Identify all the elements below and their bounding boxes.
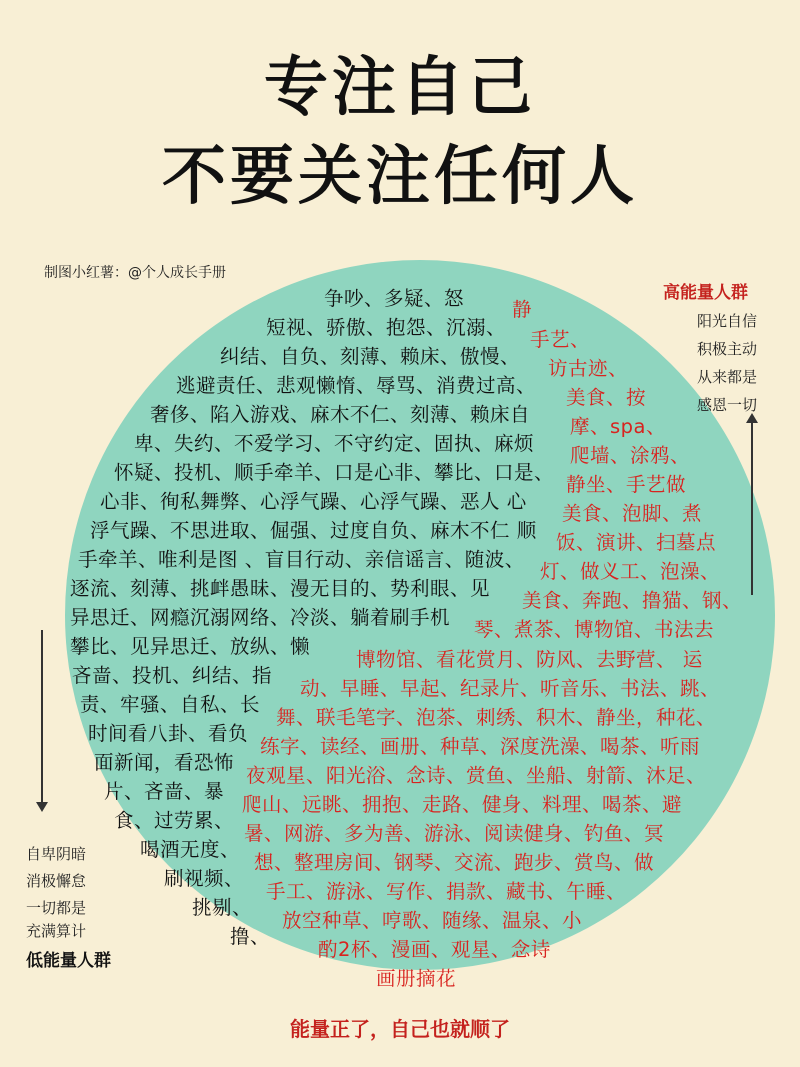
high-energy-trait: 感恩一切 (697, 396, 758, 414)
positive-word-line: 放空种草、哼歌、随缘、温泉、小 (282, 909, 583, 932)
positive-word-line: 静 (512, 298, 533, 321)
negative-word-line: 异思迁、网瘾沉溺网络、冷淡、躺着刷手机 (70, 606, 451, 629)
high-energy-trait: 阳光自信 (697, 312, 758, 330)
negative-word-line: 片、吝啬、暴 (104, 780, 225, 803)
negative-word-line: 攀比、见异思迁、放纵、懒 (70, 635, 311, 658)
negative-word-line: 短视、骄傲、抱怨、沉溺、 (266, 316, 507, 339)
arrow-up-icon (751, 415, 753, 595)
negative-word-line: 浮气躁、不思进取、倔强、过度自负、麻木不仁 顺 (90, 519, 537, 542)
positive-word-line: 想、整理房间、钢琴、交流、跑步、赏鸟、做 (254, 851, 655, 874)
high-energy-title: 高能量人群 (663, 283, 748, 303)
title-line-2: 不要关注任何人 (162, 140, 638, 214)
positive-word-line: 动、早睡、早起、纪录片、听音乐、书法、跳、 (300, 677, 721, 700)
negative-word-line: 逐流、刻薄、挑衅愚昧、漫无目的、势利眼、见 (70, 577, 491, 600)
negative-word-line: 食、过劳累、 (114, 809, 235, 832)
negative-word-line: 纠结、自负、刻薄、赖床、傲慢、 (220, 345, 521, 368)
positive-word-line: 舞、联毛笔字、泡茶、刺绣、积木、静坐，种花、 (276, 706, 717, 729)
positive-word-line: 饭、演讲、扫墓点 (556, 531, 717, 554)
high-energy-trait: 从来都是 (697, 368, 758, 386)
positive-word-line: 手艺、 (530, 328, 591, 351)
negative-word-line: 撸、 (230, 925, 271, 948)
negative-word-line: 面新闻，看恐怖 (94, 751, 235, 774)
negative-word-line: 逃避责任、悲观懒惰、辱骂、消费过高、 (176, 374, 537, 397)
negative-word-line: 时间看八卦、看负 (88, 722, 249, 745)
low-energy-title: 低能量人群 (26, 951, 111, 971)
positive-word-line: 静坐、手艺做 (566, 473, 687, 496)
high-energy-trait: 积极主动 (697, 340, 758, 358)
negative-word-line: 争吵、多疑、怒 (324, 287, 465, 310)
negative-word-line: 刷视频、 (164, 867, 245, 890)
positive-word-line: 摩、spa、 (570, 415, 666, 438)
positive-word-line: 美食、奔跑、撸猫、钢、 (522, 589, 743, 612)
positive-word-line: 手工、游泳、写作、捐款、藏书、午睡、 (266, 880, 627, 903)
credit: 制图小红薯：@个人成长手册 (44, 265, 226, 281)
low-energy-trait: 自卑阴暗 (26, 845, 87, 863)
negative-word-line: 奢侈、陷入游戏、麻木不仁、刻薄、赖床自 (150, 403, 531, 426)
negative-word-line: 喝酒无度、 (140, 838, 241, 861)
low-energy-trait: 消极懈怠 (26, 872, 87, 890)
positive-word-line: 美食、泡脚、煮 (562, 502, 703, 525)
positive-word-line: 爬山、远眺、拥抱、走路、健身、料理、喝茶、避 (242, 793, 683, 816)
positive-word-line: 灯、做义工、泡澡、 (540, 560, 721, 583)
title-line-1: 专注自己 (264, 51, 536, 125)
positive-word-line: 访古迹、 (548, 357, 629, 380)
positive-word-line: 博物馆、看花赏月、防风、去野营、 运 (356, 648, 703, 671)
negative-word-line: 怀疑、投机、顺手牵羊、口是心非、攀比、口是、 (114, 461, 555, 484)
low-energy-trait: 充满算计 (26, 922, 87, 940)
positive-word-line: 暑、网游、多为善、游泳、阅读健身、钓鱼、冥 (244, 822, 665, 845)
positive-word-line: 夜观星、阳光浴、念诗、赏鱼、坐船、射箭、沐足、 (246, 764, 707, 787)
footer-slogan: 能量正了，自己也就顺了 (290, 1017, 510, 1041)
low-energy-trait: 一切都是 (26, 899, 87, 917)
negative-word-line: 心非、徇私舞弊、心浮气躁、心浮气躁、恶人 心 (100, 490, 527, 513)
positive-word-line: 美食、按 (566, 386, 647, 409)
negative-word-line: 卑、失约、不爱学习、不守约定、固执、麻烦 (134, 432, 535, 455)
negative-word-line: 责、牢骚、自私、长 (80, 693, 261, 716)
negative-word-line: 吝啬、投机、纠结、指 (72, 664, 273, 687)
positive-word-line: 练字、读经、画册、种草、深度洗澡、喝茶、听雨 (260, 735, 701, 758)
positive-word-line: 爬墙、涂鸦、 (570, 444, 691, 467)
negative-word-line: 挑剔、 (192, 896, 253, 919)
positive-word-line: 酌2杯、漫画、观星、念诗 (318, 938, 551, 961)
arrow-down-icon (41, 630, 43, 810)
positive-word-line: 画册摘花 (376, 967, 457, 990)
negative-word-line: 手牵羊、唯利是图 、盲目行动、亲信谣言、随波、 (78, 548, 525, 571)
positive-word-line: 琴、煮茶、博物馆、书法去 (474, 618, 715, 641)
